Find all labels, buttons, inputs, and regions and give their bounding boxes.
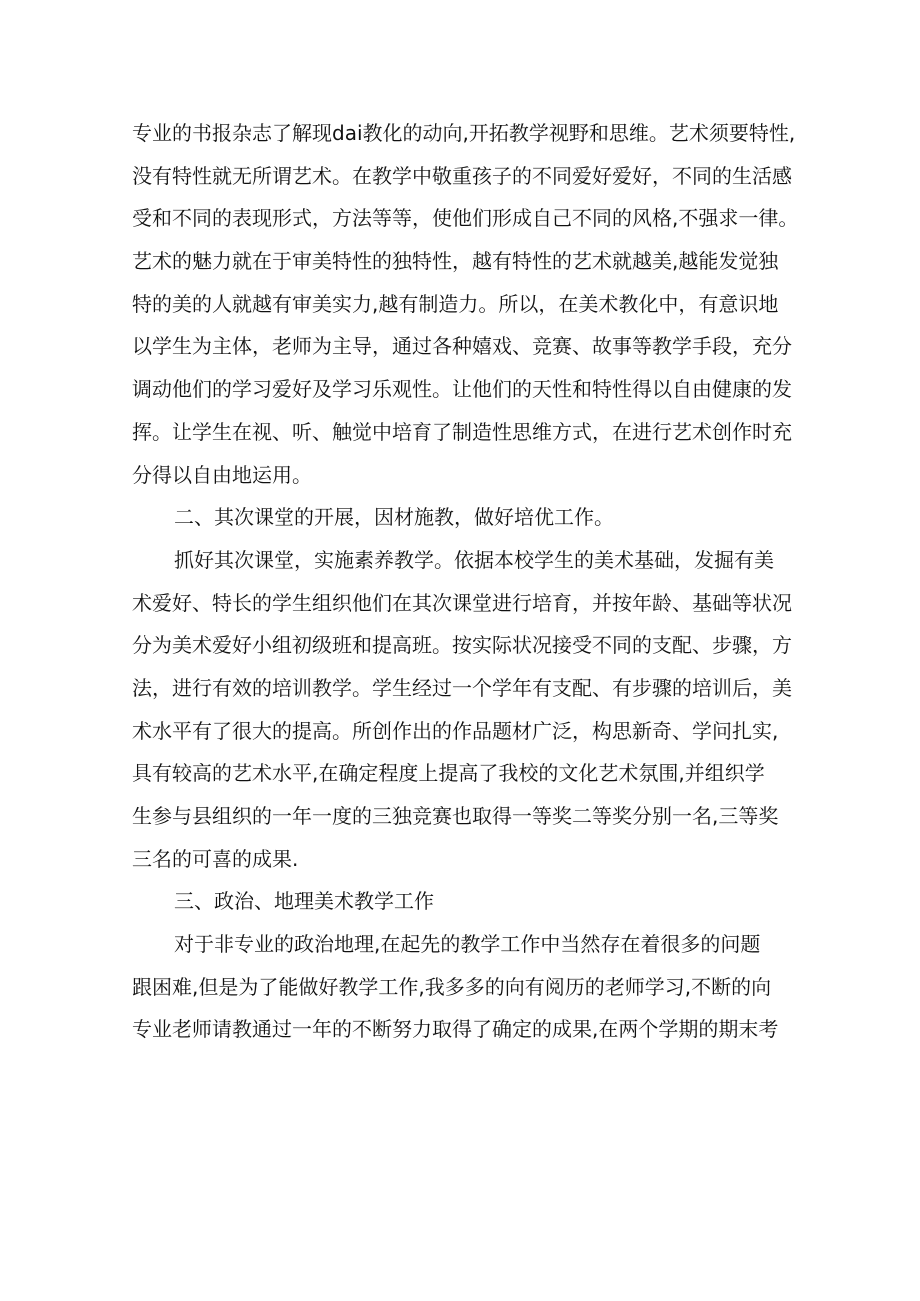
text-line: 特的美的人就越有审美实力,越有制造力。所以，在美术教化中，有意识地 [132,291,779,316]
text-line: 调动他们的学习爱好及学习乐观性。让他们的天性和特性得以自由健康的发 [132,377,792,402]
text-line: 分得以自由地运用。 [132,462,312,487]
paragraph-first-line: 三、政治、地理美术教学工作 [174,889,434,914]
text-line: 法，进行有效的培训教学。学生经过一个学年有支配、有步骤的培训后，美 [132,675,792,700]
text-line: 术水平有了很大的提高。所创作出的作品题材广泛，构思新奇、学问扎实, [132,718,779,743]
text-line: 专业的书报杂志了解现dai教化的动向,开拓教学视野和思维。艺术须要特性, [132,121,796,145]
text-line: 术爱好、特长的学生组织他们在其次课堂进行培育，并按年龄、基础等状况 [132,590,792,615]
text-line: 三名的可喜的成果. [132,846,299,871]
document-body [132,112,800,1051]
text-line: 挥。让学生在视、听、触觉中培育了制造性思维方式，在进行艺术创作时充 [132,419,792,444]
text-line: 没有特性就无所谓艺术。在教学中敬重孩子的不同爱好爱好，不同的生活感 [132,163,792,188]
text-line: 艺术的魅力就在于审美特性的独特性，越有特性的艺术就越美,越能发觉独 [132,249,779,274]
paragraph-first-line: 二、其次课堂的开展，因材施教，做好培优工作。 [174,505,614,530]
text-line: 分为美术爱好小组初级班和提高班。按实际状况接受不同的支配、步骤，方 [132,633,792,658]
text-line: 受和不同的表现形式，方法等等，使他们形成自己不同的风格,不强求一律。 [132,206,799,231]
paragraph-first-line: 对于非专业的政治地理,在起先的教学工作中当然存在着很多的问题 [174,932,761,957]
text-line: 跟困难,但是为了能做好教学工作,我多多的向有阅历的老师学习,不断的向 [132,974,772,999]
text-line: 生参与县组织的一年一度的三独竞赛也取得一等奖二等奖分别一名,三等奖 [132,804,779,828]
text-line: 专业老师请教通过一年的不断努力取得了确定的成果,在两个学期的期末考 [132,1017,779,1042]
paragraph-first-line: 抓好其次课堂，实施素养教学。依据本校学生的美术基础，发掘有美 [174,547,774,572]
text-line: 以学生为主体，老师为主导，通过各种嬉戏、竞赛、故事等教学手段，充分 [132,334,792,359]
text-line: 具有较高的艺术水平,在确定程度上提高了我校的文化艺术氛围,并组织学 [132,761,765,786]
